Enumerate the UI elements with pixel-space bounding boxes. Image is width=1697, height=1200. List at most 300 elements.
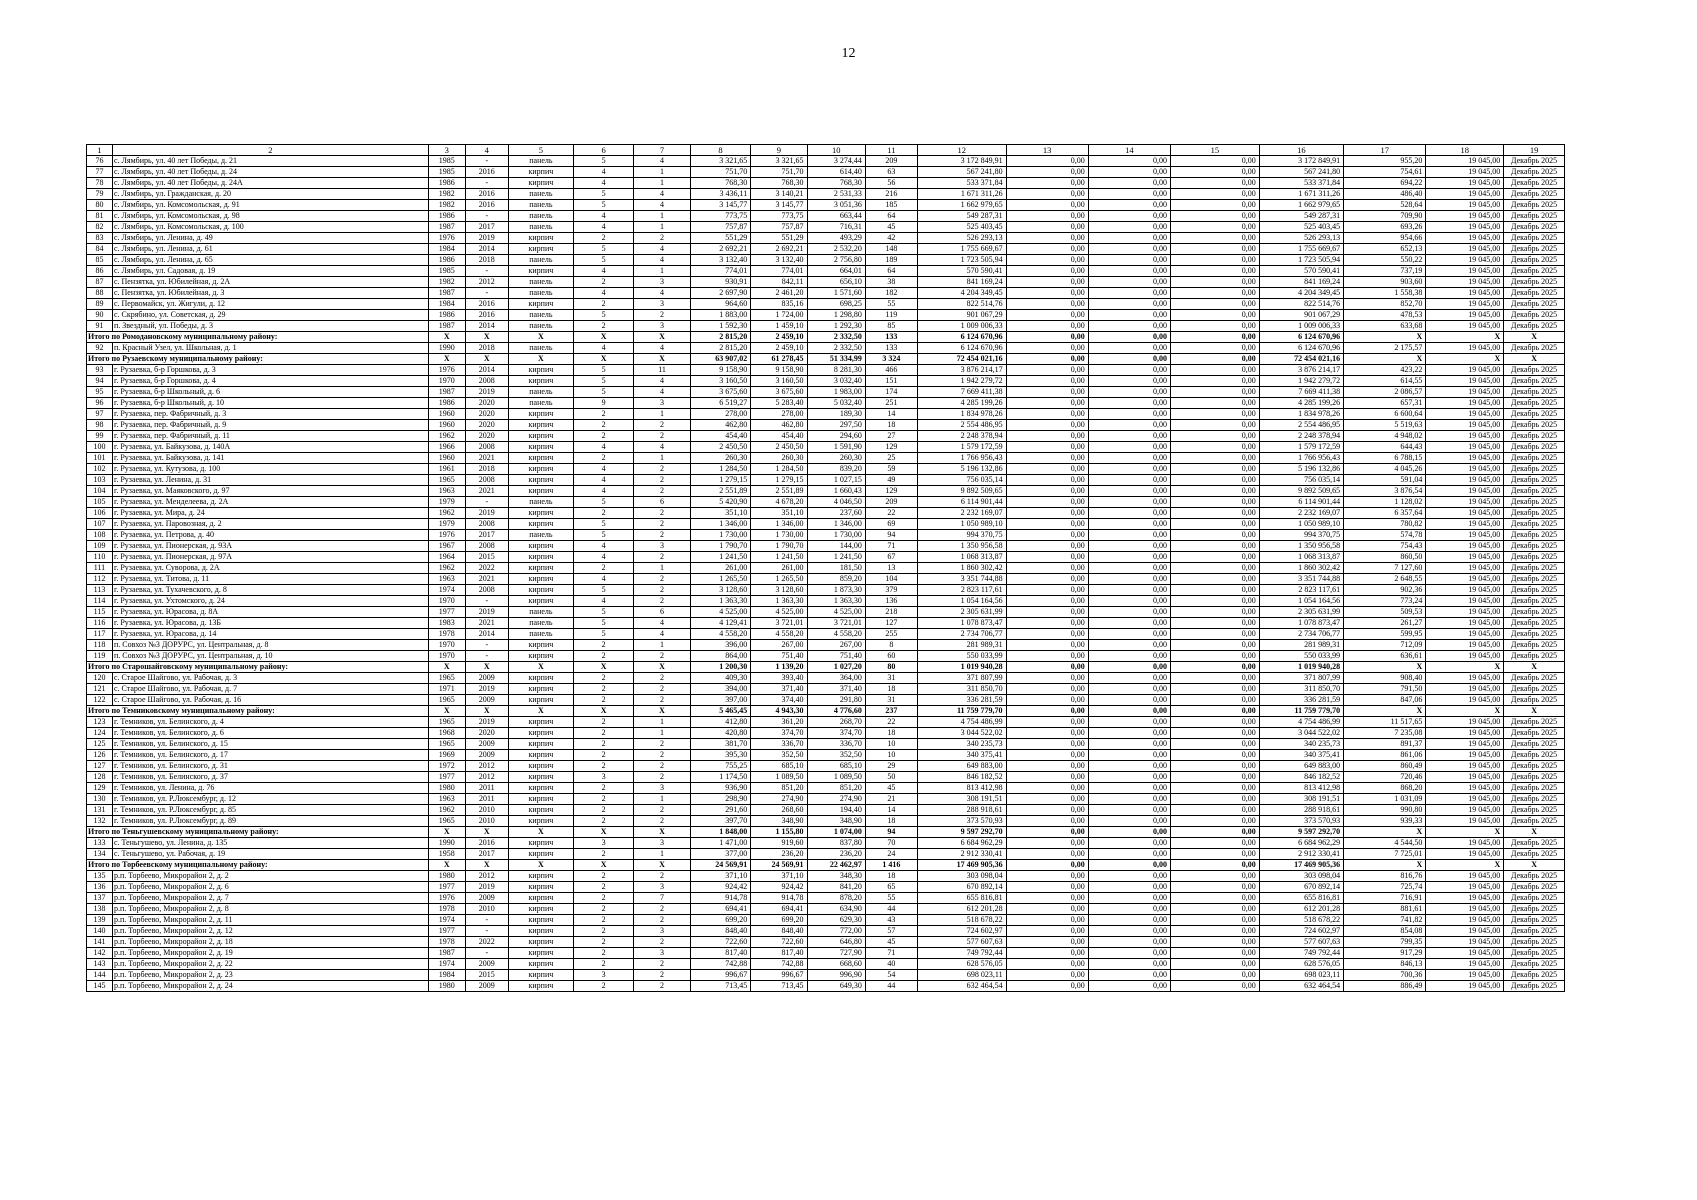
table-cell: 43 — [865, 915, 917, 926]
table-cell: 2 — [634, 816, 690, 827]
table-cell: 261,27 — [1344, 618, 1426, 629]
table-cell: 0,00 — [1171, 607, 1260, 618]
table-cell: 1 — [634, 453, 690, 464]
table-cell: 4 — [573, 464, 634, 475]
table-cell: 1985 — [428, 156, 465, 167]
table-cell: 1967 — [428, 541, 465, 552]
address-cell: р.п. Торбеево, Микрорайон 2, д. 8 — [112, 904, 428, 915]
table-cell: Декабрь 2025 — [1504, 607, 1565, 618]
table-cell: 1965 — [428, 475, 465, 486]
table-cell: 3 — [634, 882, 690, 893]
table-cell: кирпич — [508, 431, 573, 442]
table-cell: 1 346,00 — [751, 519, 807, 530]
total-cell: 0,00 — [1088, 706, 1170, 717]
table-cell: 0,00 — [1171, 453, 1260, 464]
table-cell: 914,78 — [690, 893, 751, 904]
table-cell: 1965 — [428, 739, 465, 750]
table-cell: Декабрь 2025 — [1504, 475, 1565, 486]
table-cell: - — [465, 288, 508, 299]
table-cell: панель — [508, 277, 573, 288]
row-number-cell: 81 — [87, 211, 113, 222]
table-cell: 0,00 — [1171, 563, 1260, 574]
address-cell: с. Лямбирь, ул. 40 лет Победы, д. 21 — [112, 156, 428, 167]
table-cell: 9 158,90 — [690, 365, 751, 376]
row-number-cell: 104 — [87, 486, 113, 497]
table-cell: 336,70 — [751, 739, 807, 750]
address-cell: г. Рузаевка, пер. Фабричный, д. 3 — [112, 409, 428, 420]
table-cell: Декабрь 2025 — [1504, 299, 1565, 310]
table-cell: 0,00 — [1171, 926, 1260, 937]
table-cell: кирпич — [508, 365, 573, 376]
table-cell: 0,00 — [1171, 442, 1260, 453]
table-cell: 917,29 — [1344, 948, 1426, 959]
table-row — [87, 926, 1565, 937]
table-cell: 652,13 — [1344, 244, 1426, 255]
table-cell: панель — [508, 222, 573, 233]
table-cell: 394,00 — [690, 684, 751, 695]
table-cell: 1976 — [428, 233, 465, 244]
table-cell: 297,50 — [807, 420, 865, 431]
table-cell: 1982 — [428, 189, 465, 200]
address-cell: г. Темников, ул. Белинского, д. 15 — [112, 739, 428, 750]
table-cell: 0,00 — [1006, 915, 1088, 926]
total-cell: X — [573, 354, 634, 365]
table-cell: 0,00 — [1088, 783, 1170, 794]
table-cell: 0,00 — [1088, 541, 1170, 552]
table-cell: 3 351 744,88 — [1259, 574, 1343, 585]
table-cell: 656,10 — [807, 277, 865, 288]
address-cell: г. Рузаевка, ул. Титова, д. 11 — [112, 574, 428, 585]
table-cell: 340 375,41 — [1259, 750, 1343, 761]
table-cell: 0,00 — [1171, 838, 1260, 849]
table-cell: кирпич — [508, 728, 573, 739]
table-cell: 19 045,00 — [1426, 211, 1504, 222]
table-row — [87, 596, 1565, 607]
table-cell: 2022 — [465, 563, 508, 574]
table-cell: 2 — [634, 530, 690, 541]
table-cell: 2 815,20 — [690, 343, 751, 354]
table-cell: Декабрь 2025 — [1504, 321, 1565, 332]
table-cell: 340 235,73 — [1259, 739, 1343, 750]
table-cell: кирпич — [508, 464, 573, 475]
table-cell: 0,00 — [1006, 420, 1088, 431]
table-cell: 0,00 — [1171, 211, 1260, 222]
table-cell: 1963 — [428, 574, 465, 585]
column-number-header: 18 — [1426, 145, 1504, 156]
table-cell: 0,00 — [1171, 761, 1260, 772]
table-cell: панель — [508, 497, 573, 508]
row-number-cell: 78 — [87, 178, 113, 189]
table-cell: 725,74 — [1344, 882, 1426, 893]
table-cell: 4 046,50 — [807, 497, 865, 508]
table-cell: 0,00 — [1171, 497, 1260, 508]
table-cell: 549 287,31 — [1259, 211, 1343, 222]
table-cell: 699,20 — [751, 915, 807, 926]
table-cell: 1 — [634, 211, 690, 222]
row-number-cell: 138 — [87, 904, 113, 915]
table-cell: 19 045,00 — [1426, 673, 1504, 684]
table-cell: 1 — [634, 640, 690, 651]
table-cell: 0,00 — [1088, 585, 1170, 596]
total-cell: X — [465, 827, 508, 838]
row-number-cell: 143 — [87, 959, 113, 970]
table-cell: 570 590,41 — [1259, 266, 1343, 277]
table-cell: 0,00 — [1088, 233, 1170, 244]
table-cell: 0,00 — [1171, 629, 1260, 640]
table-cell: 1 860 302,42 — [917, 563, 1006, 574]
table-cell: кирпич — [508, 442, 573, 453]
total-cell: 0,00 — [1171, 332, 1260, 343]
address-cell: с. Теньгушево, ул. Рабочая, д. 19 — [112, 849, 428, 860]
table-cell: 281 989,31 — [1259, 640, 1343, 651]
table-cell: 878,20 — [807, 893, 865, 904]
table-cell: 189,30 — [807, 409, 865, 420]
table-cell: 1 265,50 — [751, 574, 807, 585]
table-cell: 4 285 199,26 — [917, 398, 1006, 409]
table-cell: 5 420,90 — [690, 497, 751, 508]
table-row — [87, 948, 1565, 959]
total-cell: 1 416 — [865, 860, 917, 871]
table-cell: 393,40 — [751, 673, 807, 684]
table-cell: 2014 — [465, 321, 508, 332]
table-cell: 2 — [573, 717, 634, 728]
table-cell: 2008 — [465, 585, 508, 596]
table-cell: Декабрь 2025 — [1504, 684, 1565, 695]
table-cell: 0,00 — [1171, 893, 1260, 904]
table-cell: 57 — [865, 926, 917, 937]
table-cell: Декабрь 2025 — [1504, 629, 1565, 640]
table-cell: 0,00 — [1088, 739, 1170, 750]
total-cell: 0,00 — [1006, 354, 1088, 365]
table-cell: 0,00 — [1006, 761, 1088, 772]
table-cell: 4 129,41 — [690, 618, 751, 629]
total-cell: 1 019 940,28 — [1259, 662, 1343, 673]
table-cell: 13 — [865, 563, 917, 574]
table-cell: 4 — [634, 255, 690, 266]
total-cell: 0,00 — [1006, 827, 1088, 838]
table-cell: 1 873,30 — [807, 585, 865, 596]
table-cell: Декабрь 2025 — [1504, 552, 1565, 563]
table-cell: 19 045,00 — [1426, 288, 1504, 299]
total-cell: 9 597 292,70 — [1259, 827, 1343, 838]
table-cell: 0,00 — [1171, 552, 1260, 563]
table-cell: Декабрь 2025 — [1504, 277, 1565, 288]
table-cell: 19 045,00 — [1426, 772, 1504, 783]
table-cell: 1965 — [428, 816, 465, 827]
table-cell: 574,78 — [1344, 530, 1426, 541]
table-cell: 2 — [573, 640, 634, 651]
table-cell: 1 089,50 — [751, 772, 807, 783]
table-cell: 1 592,30 — [690, 321, 751, 332]
table-cell: 19 045,00 — [1426, 420, 1504, 431]
table-cell: 742,88 — [690, 959, 751, 970]
table-cell: 0,00 — [1171, 398, 1260, 409]
table-cell: 841,20 — [807, 882, 865, 893]
table-cell: 3 172 849,91 — [1259, 156, 1343, 167]
table-cell: 0,00 — [1171, 299, 1260, 310]
table-cell: 9 158,90 — [751, 365, 807, 376]
table-cell: 6 684 962,29 — [1259, 838, 1343, 849]
table-cell: 847,06 — [1344, 695, 1426, 706]
table-cell: 1 068 313,87 — [917, 552, 1006, 563]
table-cell: 822 514,76 — [917, 299, 1006, 310]
table-cell: кирпич — [508, 981, 573, 992]
table-cell: Декабрь 2025 — [1504, 178, 1565, 189]
column-number-header: 17 — [1344, 145, 1426, 156]
row-number-cell: 123 — [87, 717, 113, 728]
table-cell: 19 045,00 — [1426, 167, 1504, 178]
table-cell: 2010 — [465, 904, 508, 915]
table-cell: Декабрь 2025 — [1504, 871, 1565, 882]
table-cell: 4 — [573, 442, 634, 453]
table-cell: - — [465, 948, 508, 959]
table-cell: Декабрь 2025 — [1504, 530, 1565, 541]
table-cell: 670 892,14 — [1259, 882, 1343, 893]
table-cell: панель — [508, 343, 573, 354]
table-cell: 6 124 670,96 — [1259, 343, 1343, 354]
table-cell: 0,00 — [1006, 585, 1088, 596]
table-cell: 0,00 — [1006, 453, 1088, 464]
address-cell: г. Темников, ул. Ленина, д. 76 — [112, 783, 428, 794]
table-cell: 0,00 — [1088, 970, 1170, 981]
table-cell: 1 241,50 — [807, 552, 865, 563]
table-cell: 2 734 706,77 — [1259, 629, 1343, 640]
row-number-cell: 93 — [87, 365, 113, 376]
table-cell: 19 045,00 — [1426, 508, 1504, 519]
table-cell: 351,10 — [690, 508, 751, 519]
table-row — [87, 904, 1565, 915]
table-cell: 2 450,50 — [751, 442, 807, 453]
table-cell: 822 514,76 — [1259, 299, 1343, 310]
table-cell: 4 — [573, 266, 634, 277]
table-cell: 1987 — [428, 948, 465, 959]
table-cell: 4 — [634, 442, 690, 453]
table-cell: 699,20 — [690, 915, 751, 926]
table-cell: 4 204 349,45 — [917, 288, 1006, 299]
table-cell: 0,00 — [1171, 266, 1260, 277]
table-row — [87, 739, 1565, 750]
table-cell: кирпич — [508, 739, 573, 750]
total-cell: 4 776,60 — [807, 706, 865, 717]
table-cell: 19 045,00 — [1426, 222, 1504, 233]
table-cell: 0,00 — [1006, 629, 1088, 640]
total-cell: 17 469 905,36 — [917, 860, 1006, 871]
table-cell: 0,00 — [1006, 376, 1088, 387]
table-cell: 614,55 — [1344, 376, 1426, 387]
table-cell: кирпич — [508, 651, 573, 662]
table-row — [87, 717, 1565, 728]
total-cell: X — [573, 662, 634, 673]
address-cell: с. Пензятка, ул. Юбилейная, д. 2А — [112, 277, 428, 288]
table-cell: 1 363,30 — [751, 596, 807, 607]
table-cell: 2 — [573, 321, 634, 332]
table-cell: 11 517,65 — [1344, 717, 1426, 728]
row-number-cell: 124 — [87, 728, 113, 739]
column-number-header: 12 — [917, 145, 1006, 156]
table-cell: 0,00 — [1088, 640, 1170, 651]
table-cell: 0,00 — [1006, 904, 1088, 915]
table-cell: 2 — [634, 970, 690, 981]
table-cell: 0,00 — [1006, 178, 1088, 189]
total-cell: 4 943,30 — [751, 706, 807, 717]
table-cell: 1962 — [428, 508, 465, 519]
table-cell: 19 045,00 — [1426, 475, 1504, 486]
table-cell: 2 — [573, 959, 634, 970]
table-cell: 0,00 — [1088, 552, 1170, 563]
table-cell: 1 471,00 — [690, 838, 751, 849]
table-cell: 2016 — [465, 167, 508, 178]
table-cell: 518 678,22 — [917, 915, 1006, 926]
total-cell: 80 — [865, 662, 917, 673]
table-cell: 0,00 — [1088, 167, 1170, 178]
table-cell: 2 554 486,95 — [1259, 420, 1343, 431]
table-cell: 2019 — [465, 684, 508, 695]
table-cell: 846 182,52 — [917, 772, 1006, 783]
table-cell: 281 989,31 — [917, 640, 1006, 651]
table-cell: 1970 — [428, 376, 465, 387]
address-cell: г. Темников, ул. Белинского, д. 31 — [112, 761, 428, 772]
table-cell: 2 248 378,94 — [1259, 431, 1343, 442]
table-cell: 1980 — [428, 871, 465, 882]
table-cell: 377,00 — [690, 849, 751, 860]
total-cell: X — [465, 706, 508, 717]
table-cell: 525 403,45 — [917, 222, 1006, 233]
table-cell: 1983 — [428, 618, 465, 629]
table-cell: 0,00 — [1088, 794, 1170, 805]
table-row — [87, 299, 1565, 310]
table-cell: 5 — [573, 387, 634, 398]
table-cell: 5 — [573, 255, 634, 266]
table-cell: 722,60 — [690, 937, 751, 948]
table-cell: 2 175,57 — [1344, 343, 1426, 354]
table-cell: 1 078 873,47 — [917, 618, 1006, 629]
table-cell: 2 — [573, 981, 634, 992]
address-cell: с. Лямбирь, ул. 40 лет Победы, д. 24 — [112, 167, 428, 178]
table-cell: 4 — [573, 574, 634, 585]
table-cell: 0,00 — [1171, 915, 1260, 926]
table-row — [87, 211, 1565, 222]
table-cell: 2008 — [465, 541, 508, 552]
table-cell: кирпич — [508, 937, 573, 948]
table-cell: 0,00 — [1088, 981, 1170, 992]
table-cell: 19 045,00 — [1426, 805, 1504, 816]
table-cell: 0,00 — [1006, 563, 1088, 574]
table-cell: 901 067,29 — [917, 310, 1006, 321]
table-cell: 2019 — [465, 882, 508, 893]
table-cell: 0,00 — [1088, 684, 1170, 695]
address-cell: с. Старое Шайгово, ул. Рабочая, д. 7 — [112, 684, 428, 695]
table-cell: 303 098,04 — [917, 871, 1006, 882]
table-cell: 2 — [634, 431, 690, 442]
column-number-header: 7 — [634, 145, 690, 156]
table-cell: 2 — [634, 871, 690, 882]
table-cell: Декабрь 2025 — [1504, 464, 1565, 475]
total-cell: X — [508, 662, 573, 673]
district-total-label: Итого по Темниковскому муниципальному району: — [87, 706, 429, 717]
table-cell: 420,80 — [690, 728, 751, 739]
table-cell: 774,01 — [690, 266, 751, 277]
table-cell: 0,00 — [1006, 156, 1088, 167]
table-cell: Декабрь 2025 — [1504, 167, 1565, 178]
table-cell: панель — [508, 310, 573, 321]
table-cell: 19 045,00 — [1426, 431, 1504, 442]
table-cell: 0,00 — [1088, 761, 1170, 772]
table-cell: 924,42 — [690, 882, 751, 893]
total-cell: 61 278,45 — [751, 354, 807, 365]
table-cell: 851,20 — [807, 783, 865, 794]
table-cell: 0,00 — [1171, 904, 1260, 915]
table-cell: 6 114 901,44 — [1259, 497, 1343, 508]
table-cell: 278,00 — [751, 409, 807, 420]
table-cell: 2 — [634, 915, 690, 926]
table-cell: 881,61 — [1344, 904, 1426, 915]
table-cell: 0,00 — [1088, 211, 1170, 222]
table-cell: 2 — [573, 420, 634, 431]
table-cell: панель — [508, 255, 573, 266]
table-cell: 0,00 — [1006, 299, 1088, 310]
table-cell: кирпич — [508, 816, 573, 827]
table-cell: 1977 — [428, 607, 465, 618]
table-row — [87, 673, 1565, 684]
page-number: 12 — [841, 46, 856, 61]
row-number-cell: 140 — [87, 926, 113, 937]
total-cell: 0,00 — [1006, 706, 1088, 717]
table-cell: 2 — [573, 563, 634, 574]
table-cell: 2012 — [465, 761, 508, 772]
table-cell: 2021 — [465, 618, 508, 629]
table-cell: 1968 — [428, 728, 465, 739]
table-cell: 2 086,57 — [1344, 387, 1426, 398]
table-cell: 2 531,33 — [807, 189, 865, 200]
table-cell: 2016 — [465, 310, 508, 321]
table-cell: панель — [508, 211, 573, 222]
table-cell: 1970 — [428, 596, 465, 607]
table-cell: 1 068 313,87 — [1259, 552, 1343, 563]
table-cell: Декабрь 2025 — [1504, 695, 1565, 706]
address-cell: с. Лямбирь, ул. Комсомольская, д. 91 — [112, 200, 428, 211]
total-cell: X — [1426, 860, 1504, 871]
total-cell: X — [634, 354, 690, 365]
table-cell: 2 — [634, 486, 690, 497]
table-cell: 0,00 — [1006, 849, 1088, 860]
table-row — [87, 695, 1565, 706]
table-cell: 294,60 — [807, 431, 865, 442]
table-cell: 2 — [573, 871, 634, 882]
table-cell: 0,00 — [1088, 387, 1170, 398]
table-cell: 0,00 — [1006, 838, 1088, 849]
table-cell: 56 — [865, 178, 917, 189]
table-cell: Декабрь 2025 — [1504, 970, 1565, 981]
table-cell: 0,00 — [1006, 937, 1088, 948]
table-cell: Декабрь 2025 — [1504, 805, 1565, 816]
table-cell: 352,50 — [807, 750, 865, 761]
table-cell: 19 045,00 — [1426, 915, 1504, 926]
table-cell: Декабрь 2025 — [1504, 926, 1565, 937]
table-cell: 0,00 — [1171, 475, 1260, 486]
table-cell: 260,30 — [807, 453, 865, 464]
address-cell: г. Темников, ул. Белинского, д. 4 — [112, 717, 428, 728]
row-number-cell: 131 — [87, 805, 113, 816]
table-cell: 614,40 — [807, 167, 865, 178]
table-cell: 0,00 — [1088, 321, 1170, 332]
district-total-row — [87, 332, 1565, 343]
table-row — [87, 442, 1565, 453]
total-cell: X — [1426, 706, 1504, 717]
table-cell: 3 145,77 — [690, 200, 751, 211]
table-cell: 0,00 — [1088, 574, 1170, 585]
table-cell: 2014 — [465, 244, 508, 255]
table-cell: 518 678,22 — [1259, 915, 1343, 926]
